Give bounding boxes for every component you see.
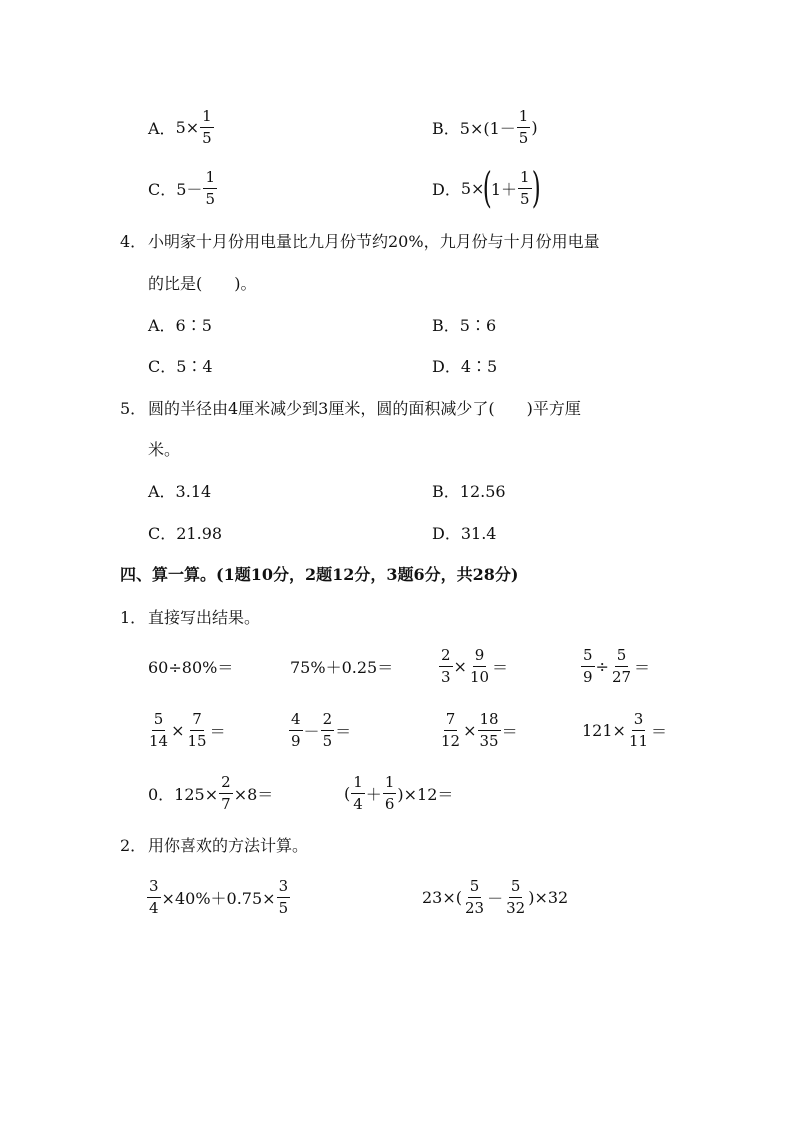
p1-number: 1． — [120, 608, 147, 627]
p2-instruction: 用你喜欢的方法计算。 — [148, 836, 309, 855]
fraction: $\frac{3}{11}$ — [628, 709, 649, 750]
fraction: $\frac{2}{5}$ — [322, 709, 333, 750]
q5-number: 5． — [120, 399, 147, 418]
option-label: A． — [148, 118, 176, 138]
q4-option-c: C．5∶4 — [148, 357, 213, 376]
q4-text-line1: 小明家十月份用电量比九月份节约20%，九月份与十月份用电量 — [148, 232, 600, 251]
calc-expression: $\frac{3}{4}$ ×40%＋0.75× $\frac{3}{5}$ — [149, 876, 289, 917]
fraction: $\frac{1}{5}$ — [520, 167, 530, 208]
right-paren: ) — [531, 163, 541, 212]
fraction: $\frac{4}{9}$ — [291, 709, 301, 750]
fraction: $\frac{3}{4}$ — [149, 876, 159, 917]
fraction: $\frac{18}{35}$ — [479, 709, 499, 750]
calc-expression: 23×( $\frac{5}{23}$ － $\frac{5}{32}$ )×32 — [422, 876, 569, 917]
q5-text-line1: 圆的半径由4厘米减少到3厘米，圆的面积减少了( )平方厘 — [148, 399, 581, 418]
fraction: $\frac{7}{15}$ — [187, 709, 207, 750]
q4-option-d: D．4∶5 — [432, 357, 498, 376]
fraction: $\frac{9}{10}$ — [469, 645, 490, 686]
q5-option-d: D．31.4 — [432, 524, 497, 543]
calc-expression: $\frac{2}{3}$ × $\frac{9}{10}$ ＝ — [441, 645, 509, 686]
calc-expression: $\frac{4}{9}$ － $\frac{2}{5}$ ＝ — [291, 709, 352, 750]
calc-expression: 0．125× $\frac{2}{7}$ ×8＝ — [148, 772, 274, 813]
p2-number: 2． — [120, 836, 147, 855]
fraction: $\frac{1}{6}$ — [384, 772, 395, 813]
q3-option-d: D． 5× ( 1＋ $\frac{1}{5}$ ) — [432, 163, 541, 212]
option-label: C． — [148, 179, 177, 199]
q3-option-b: B． 5×(1－ $\frac{1}{5}$ ) — [432, 106, 538, 147]
option-label: D． — [432, 179, 461, 199]
fraction: $\frac{5}{32}$ — [506, 876, 526, 917]
fraction: $\frac{1}{5}$ — [202, 106, 212, 147]
calc-expression: 121× $\frac{3}{11}$ ＝ — [582, 709, 668, 750]
option-label: B． — [432, 118, 460, 138]
q4-option-a: A．6∶5 — [148, 316, 212, 335]
q3-option-a: A． 5× $\frac{1}{5}$ — [148, 106, 212, 147]
fraction: $\frac{1}{5}$ — [205, 167, 215, 208]
q4-option-b: B．5∶6 — [432, 316, 497, 335]
calc-expression: 75%＋0.25＝ — [290, 657, 394, 677]
q5-text-line2: 米。 — [148, 440, 181, 459]
fraction: $\frac{2}{3}$ — [441, 645, 451, 686]
calc-expression: $\frac{5}{9}$ ÷ $\frac{5}{27}$ ＝ — [583, 645, 651, 686]
q5-option-b: B．12.56 — [432, 482, 506, 501]
fraction: $\frac{2}{7}$ — [221, 772, 231, 813]
fraction: $\frac{3}{5}$ — [278, 876, 289, 917]
q4-number: 4． — [120, 232, 147, 251]
q5-option-a: A．3.14 — [148, 482, 212, 501]
q5-option-c: C．21.98 — [148, 524, 223, 543]
p1-instruction: 直接写出结果。 — [148, 608, 261, 627]
calc-expression: ( $\frac{1}{4}$ ＋ $\frac{1}{6}$ )×12＝ — [344, 772, 454, 813]
q3-option-c: C． 5－ $\frac{1}{5}$ — [148, 167, 215, 208]
section-heading: 四、算一算。(1题10分，2题12分，3题6分，共28分) — [120, 565, 519, 584]
fraction: $\frac{5}{14}$ — [149, 709, 169, 750]
fraction: $\frac{7}{12}$ — [441, 709, 461, 750]
fraction: $\frac{1}{5}$ — [518, 106, 529, 147]
fraction: $\frac{5}{9}$ — [583, 645, 593, 686]
left-paren: ( — [483, 163, 493, 212]
fraction: $\frac{5}{27}$ — [611, 645, 632, 686]
fraction: $\frac{5}{23}$ — [465, 876, 485, 917]
fraction: $\frac{1}{4}$ — [353, 772, 363, 813]
q4-text-line2: 的比是( )。 — [148, 274, 257, 293]
calc-expression: 60÷80%＝ — [148, 657, 234, 677]
calc-expression: $\frac{7}{12}$ × $\frac{18}{35}$ ＝ — [441, 709, 518, 750]
calc-expression: $\frac{5}{14}$ × $\frac{7}{15}$ ＝ — [149, 709, 226, 750]
